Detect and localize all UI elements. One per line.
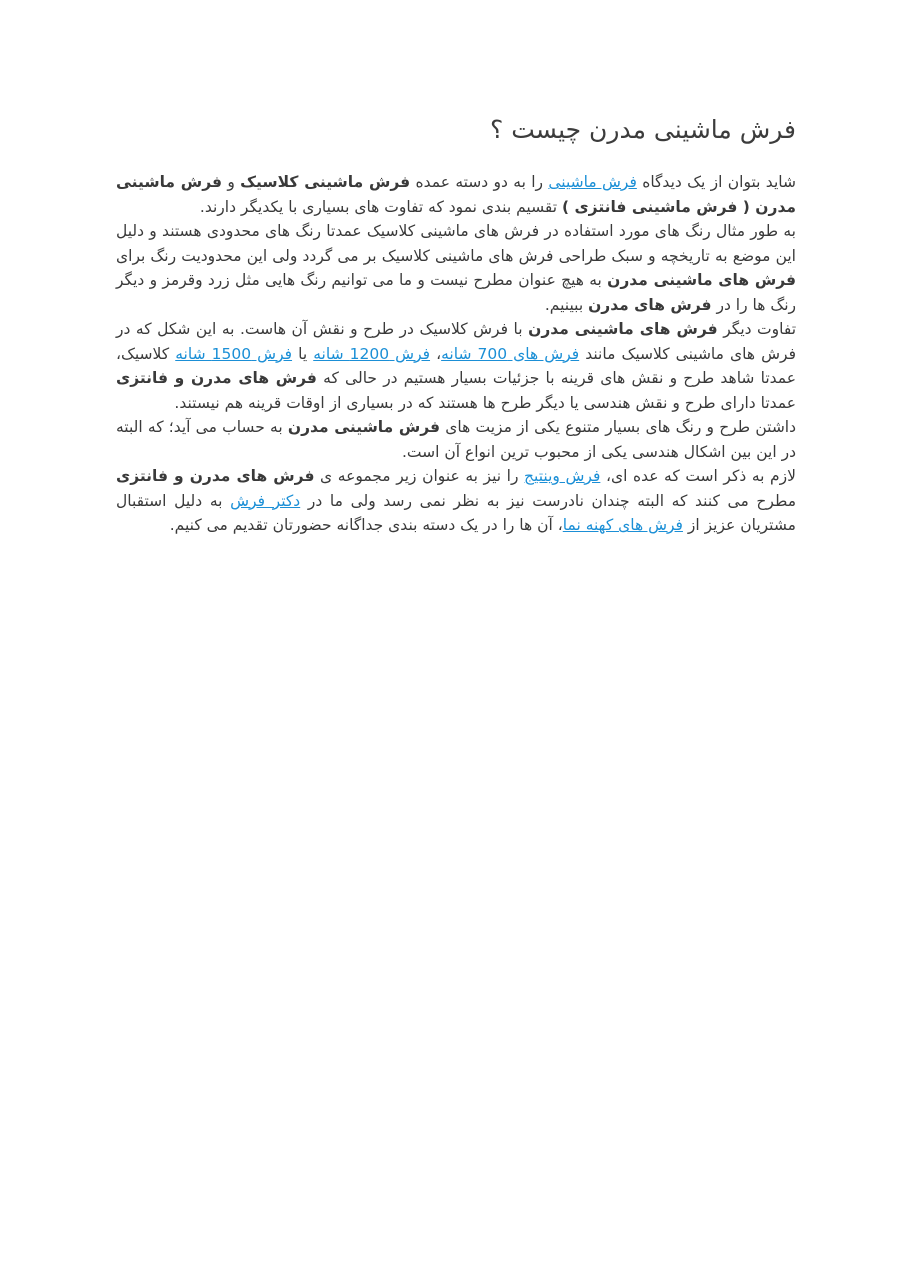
text: عمدتا دارای طرح و نقش هندسی یا دیگر طرح ها هستند که در بسیاری از اوقات قرینه هم نیستند. [174, 393, 796, 412]
bold-text: فرش های ماشینی مدرن [528, 320, 718, 338]
text: ، آن ها را در یک دسته بندی جداگانه حضورتان تقدیم می کنیم. [169, 516, 563, 534]
link-1200-shaneh[interactable]: فرش 1200 شانه [313, 344, 431, 363]
text: با فرش کلاسیک در طرح و نقش آن هاست. به این شکل که در فرش های ماشینی کلاسیک مانند [116, 320, 796, 363]
bold-text: فرش های ماشینی مدرن [607, 271, 796, 289]
bold-text: فرش ماشینی کلاسیک [240, 173, 411, 191]
link-700-shaneh[interactable]: فرش های 700 شانه [441, 344, 580, 363]
text: و [221, 173, 241, 191]
paragraph-1 [116, 170, 796, 219]
text: مطرح می کنند که البته چندان نادرست نیز به نظر نمی رسد ولی ما در [300, 491, 797, 510]
article [116, 112, 796, 538]
text: را به دو دسته عمده [410, 173, 549, 191]
bold-text: فرش های مدرن و فانتزی [116, 369, 317, 387]
paragraph-3 [116, 317, 796, 415]
text: به حساب می آید؛ که البته در این بین اشکال هندسی یکی از محبوب ترین انواع آن است. [116, 418, 796, 461]
paragraph-4 [116, 415, 796, 464]
bold-text: فرش ماشینی مدرن [287, 418, 441, 436]
text: یا [292, 344, 314, 363]
text: به هیچ عنوان مطرح نیست و ما می توانیم رنگ هایی مثل زرد وقرمز و دیگر رنگ ها را در [116, 271, 796, 314]
link-vintage-carpet[interactable]: فرش وینتیج [524, 467, 601, 485]
text: کلاسیک، عمدتا شاهد طرح و نقش های قرینه با جزئیات بسیار هستیم در حالی که [116, 344, 796, 387]
link-doctor-farsh[interactable]: دکتر فرش [230, 491, 301, 510]
text: تفاوت دیگر [717, 320, 797, 338]
bold-text: فرش های مدرن و فانتزی [116, 467, 315, 485]
paragraph-5 [116, 464, 796, 538]
bold-text: فرش ماشینی مدرن ( فرش ماشینی فانتزی ) [116, 173, 796, 216]
text: داشتن طرح و رنگ های بسیار متنوع یکی از مزیت های [440, 418, 797, 436]
link-1500-shaneh[interactable]: فرش 1500 شانه [175, 344, 293, 363]
text: را نیز به عنوان زیر مجموعه ی [314, 467, 525, 485]
text: به دلیل استقبال مشتریان عزیز از [116, 491, 796, 534]
bold-text: فرش های مدرن [588, 295, 712, 314]
text: تقسیم بندی نمود که تفاوت های بسیاری با یکدیگر دارند. [199, 197, 562, 216]
text: ، [430, 344, 442, 363]
link-machine-carpet[interactable]: فرش ماشینی [548, 173, 637, 191]
page-title: فرش ماشینی مدرن چیست ؟ [490, 115, 796, 144]
text: شاید بتوان از یک دیدگاه [636, 173, 796, 191]
text: ببینیم. [544, 295, 589, 314]
paragraph-2 [116, 219, 796, 317]
text: به طور مثال رنگ های مورد استفاده در فرش های ماشینی کلاسیک عمدتا رنگ های محدودی هستند و دلیل این موضع به تاریخچه و سبک طراحی فرش های ماشینی کلاسیک بر می گردد ولی این محدودیت رنگ برای [116, 222, 796, 265]
text: لازم به ذکر است که عده ای، [600, 467, 796, 485]
link-vintage-look-carpets[interactable]: فرش های کهنه نما [562, 516, 683, 534]
